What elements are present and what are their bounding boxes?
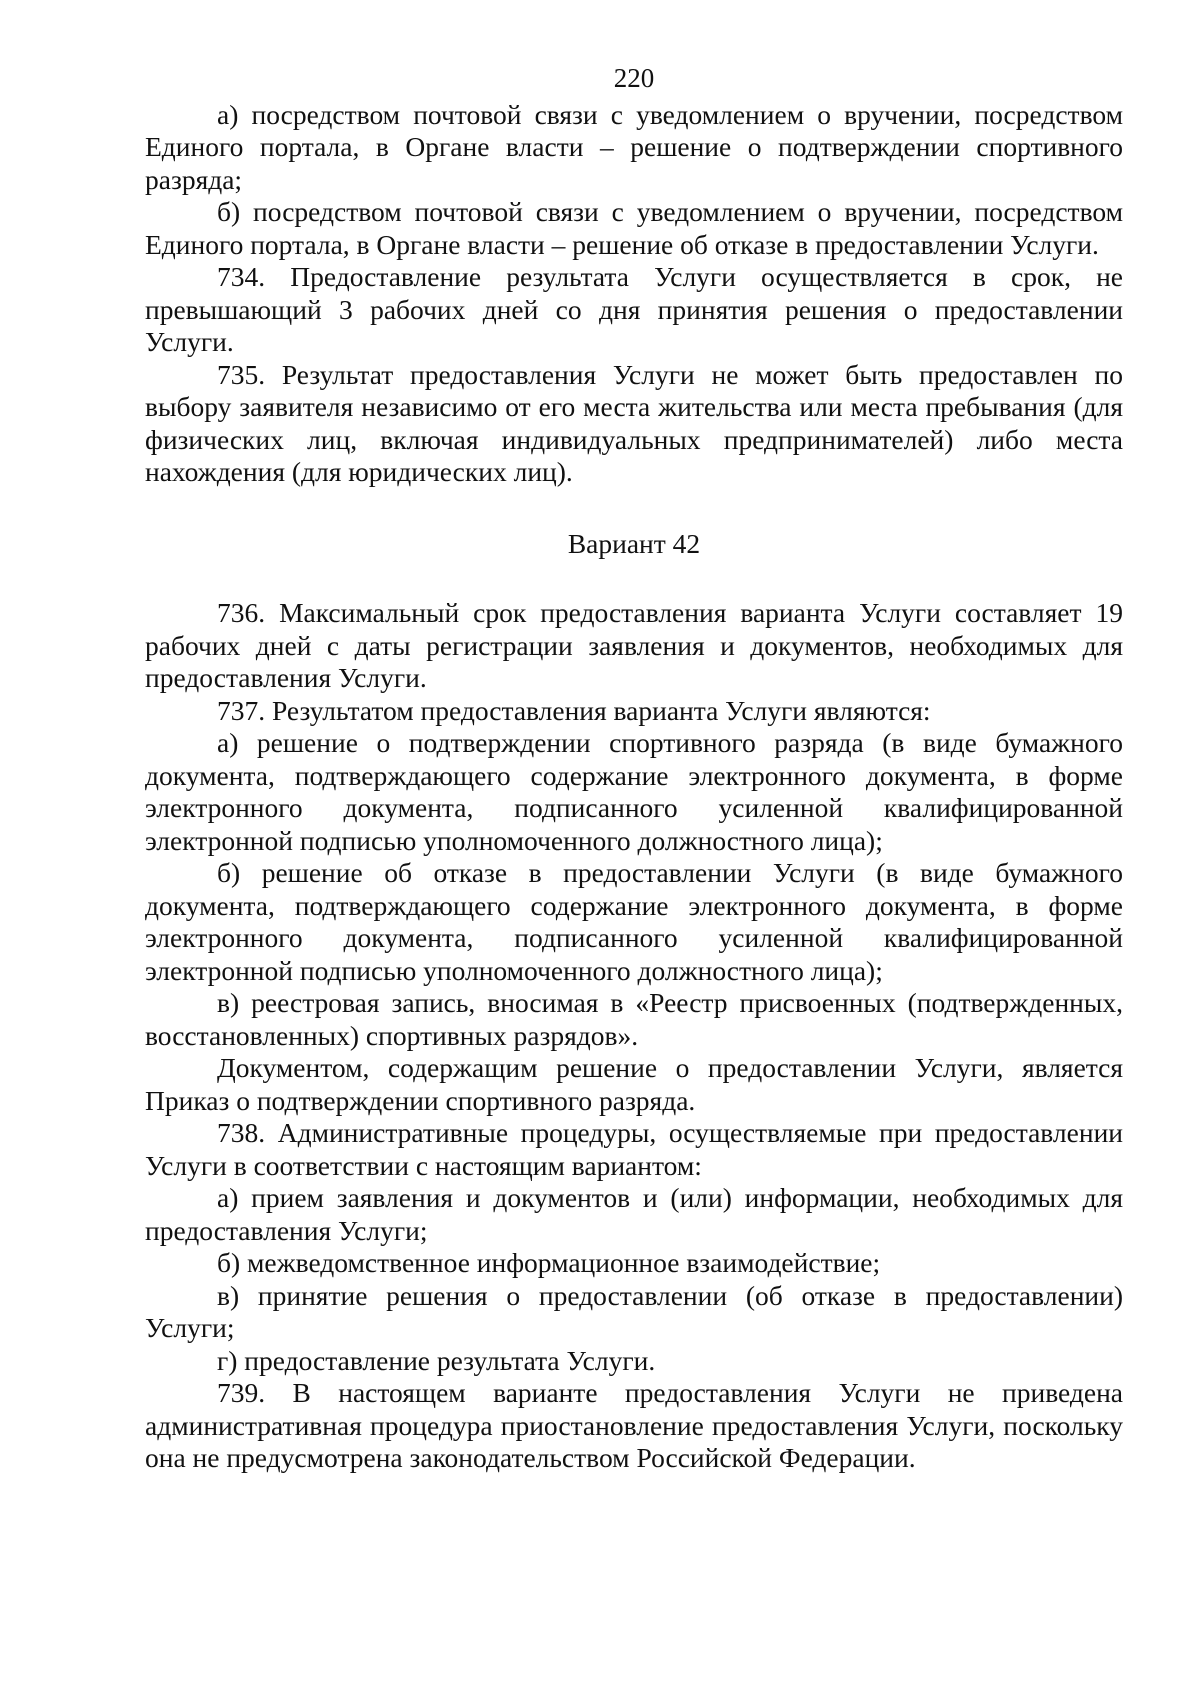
paragraph-738-a: а) прием заявления и документов и (или) информации, необходимых для предоставления Услуги; xyxy=(145,1182,1123,1246)
document-page xyxy=(145,62,1123,1475)
paragraph-739: 739. В настоящем варианте предоставления Услуги не приведена административная процедура приостановление предоставления Услуги, поскольку она не предусмотрена законодательством Российской Федерации. xyxy=(145,1377,1123,1473)
paragraph-737-v: в) реестровая запись, вносимая в «Реестр присвоенных (подтвержденных, восстановленных) спортивных разрядов». xyxy=(145,987,1123,1051)
paragraph-736: 736. Максимальный срок предоставления варианта Услуги составляет 19 рабочих дней с даты регистрации заявления и документов, необходимых для предоставления Услуги. xyxy=(145,597,1123,693)
paragraph-738-b: б) межведомственное информационное взаимодействие; xyxy=(217,1247,881,1278)
paragraph-737-b: б) решение об отказе в предоставлении Услуги (в виде бумажного документа, подтверждающего содержание электронного документа, в форме электронного документа, подписанного усиленной квалифицированной электронной подписью уполномоченного должностного лица); xyxy=(145,857,1123,986)
page-number: 220 xyxy=(613,63,655,93)
paragraph-decision-document: Документом, содержащим решение о предоставлении Услуги, является Приказ о подтверждении спортивного разряда. xyxy=(145,1052,1123,1116)
paragraph-734: 734. Предоставление результата Услуги осуществляется в срок, не превышающий 3 рабочих дней со дня принятия решения о предоставлении Услуги. xyxy=(145,261,1123,357)
bottom-text-block xyxy=(145,597,1123,1475)
paragraph-item-a-postal-confirmation: а) посредством почтовой связи с уведомлением о вручении, посредством Единого портала, в Органе власти – решение о подтверждении спортивного разряда; xyxy=(145,98,1123,195)
paragraph-737: 737. Результатом предоставления варианта Услуги являются: xyxy=(217,694,931,726)
section-title: Вариант 42 xyxy=(567,527,701,559)
paragraph-738-g: г) предоставление результата Услуги. xyxy=(217,1344,656,1376)
paragraph-738-v: в) принятие решения о предоставлении (об отказе в предоставлении) Услуги; xyxy=(145,1279,1123,1343)
paragraph-735: 735. Результат предоставления Услуги не может быть предоставлен по выбору заявителя независимо от его места жительства или места пребывания (для физических лиц, включая индивидуальных предпринимателей) либо места нахождения (для юридических лиц). xyxy=(145,358,1123,487)
paragraph-738: 738. Административные процедуры, осуществляемые при предоставлении Услуги в соответствии с настоящим вариантом: xyxy=(145,1117,1123,1181)
paragraph-737-a: а) решение о подтверждении спортивного разряда (в виде бумажного документа, подтверждающего содержание электронного документа, в форме электронного документа, подписанного усиленной квалифицированной электронной подписью уполномоченного должностного лица); xyxy=(145,727,1123,856)
top-text-block xyxy=(145,99,1123,489)
paragraph-item-b-postal-refusal: б) посредством почтовой связи с уведомлением о вручении, посредством Единого портала, в Органе власти – решение об отказе в предоставлении Услуги. xyxy=(145,196,1123,260)
